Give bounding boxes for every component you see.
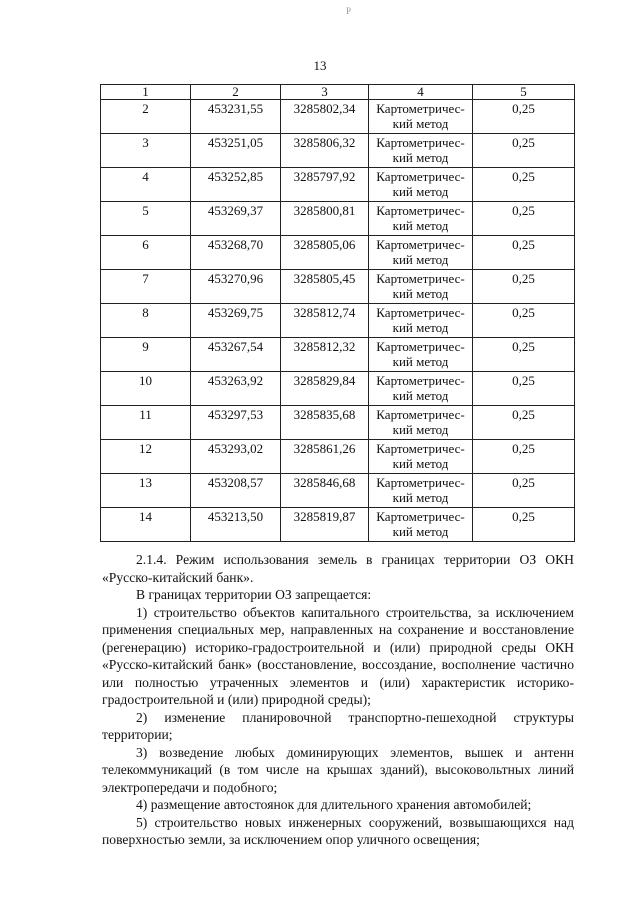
table-cell: 453252,85	[191, 168, 281, 202]
column-header: 1	[101, 85, 191, 100]
table-cell: Картометричес-кий метод	[369, 134, 473, 168]
table-cell: 453268,70	[191, 236, 281, 270]
table-cell: 453251,05	[191, 134, 281, 168]
table-cell: 3285835,68	[281, 406, 369, 440]
table-cell: 11	[101, 406, 191, 440]
table-cell: 3285812,74	[281, 304, 369, 338]
table-row	[101, 406, 575, 440]
table-cell: Картометричес-кий метод	[369, 100, 473, 134]
table-row	[101, 270, 575, 304]
table-cell: 10	[101, 372, 191, 406]
table-cell: 8	[101, 304, 191, 338]
table-row	[101, 236, 575, 270]
paragraph: 2) изменение планировочной транспортно-пешеходной структуры территории;	[102, 709, 574, 742]
table-cell: 453213,50	[191, 508, 281, 542]
table-cell: 9	[101, 338, 191, 372]
table-cell: 3285861,26	[281, 440, 369, 474]
table-cell: 3285805,45	[281, 270, 369, 304]
table-cell: 3285812,32	[281, 338, 369, 372]
table-cell: 0,25	[473, 372, 575, 406]
paragraph: 2.1.4. Режим использования земель в границах территории ОЗ ОКН «Русско-китайский банк».	[102, 552, 574, 585]
table-row	[101, 304, 575, 338]
table-row	[101, 372, 575, 406]
table-cell: 3285805,06	[281, 236, 369, 270]
table-cell: 453263,92	[191, 372, 281, 406]
table-cell: 453293,02	[191, 440, 281, 474]
table-cell: 0,25	[473, 508, 575, 542]
table-cell: 4	[101, 168, 191, 202]
column-header: 3	[281, 85, 369, 100]
table-cell: 0,25	[473, 406, 575, 440]
table-row	[101, 440, 575, 474]
table-cell: 0,25	[473, 304, 575, 338]
table-cell: 3285846,68	[281, 474, 369, 508]
table-cell: 6	[101, 236, 191, 270]
table-cell: 7	[101, 270, 191, 304]
coordinates-table	[100, 84, 575, 542]
table-cell: Картометричес-кий метод	[369, 508, 473, 542]
column-header: 4	[369, 85, 473, 100]
table-cell: Картометричес-кий метод	[369, 202, 473, 236]
table-cell: 3285800,81	[281, 202, 369, 236]
table-cell: 14	[101, 508, 191, 542]
table-cell: Картометричес-кий метод	[369, 270, 473, 304]
table-cell: 453269,37	[191, 202, 281, 236]
table-cell: 0,25	[473, 338, 575, 372]
table-cell: Картометричес-кий метод	[369, 168, 473, 202]
table-cell: Картометричес-кий метод	[369, 338, 473, 372]
table-row	[101, 508, 575, 542]
table-cell: 453269,75	[191, 304, 281, 338]
table-cell: 0,25	[473, 236, 575, 270]
table-cell: 0,25	[473, 100, 575, 134]
table-row	[101, 202, 575, 236]
paragraph: В границах территории ОЗ запрещается:	[136, 587, 372, 602]
paragraph: 1) строительство объектов капитального строительства, за исключением применения специальных мер, направленных на сохранение и восстановление (регенерацию) историко-градостроительной и (или) природной среды ОКН «Русско-китайский банк» (восстановление, воссоздание, восполнение частично или полностью утраченных элементов и (или) характеристик историко-градостроительной и (или) природной среды);	[102, 604, 574, 707]
table-cell: 0,25	[473, 202, 575, 236]
table-row	[101, 474, 575, 508]
table-cell: 3285802,34	[281, 100, 369, 134]
column-header: 5	[473, 85, 575, 100]
table-cell: 2	[101, 100, 191, 134]
paragraph: 5) строительство новых инженерных сооружений, возвышающихся над поверхностью земли, за исключением опор уличного освещения;	[102, 814, 574, 847]
table-cell: 0,25	[473, 474, 575, 508]
column-header: 2	[191, 85, 281, 100]
regulation-text	[102, 551, 574, 849]
table-cell: 0,25	[473, 440, 575, 474]
table-row	[101, 100, 575, 134]
scan-mark: Р	[346, 6, 352, 16]
table-cell: 12	[101, 440, 191, 474]
table-cell: 3285819,87	[281, 508, 369, 542]
table-cell: 3285829,84	[281, 372, 369, 406]
table-cell: 0,25	[473, 134, 575, 168]
table-cell: Картометричес-кий метод	[369, 406, 473, 440]
table-row	[101, 134, 575, 168]
table-cell: 453297,53	[191, 406, 281, 440]
table-body	[101, 100, 575, 542]
table-cell: 453208,57	[191, 474, 281, 508]
table-cell: 453270,96	[191, 270, 281, 304]
table-cell: 13	[101, 474, 191, 508]
table-cell: 453231,55	[191, 100, 281, 134]
paragraph: 3) возведение любых доминирующих элементов, вышек и антенн телекоммуникаций (в том числе на крышах зданий), высоковольтных линий электропередачи и подобного;	[102, 744, 574, 795]
page-number: 13	[313, 58, 327, 73]
table-row	[101, 168, 575, 202]
table-cell: 3285806,32	[281, 134, 369, 168]
paragraph: 4) размещение автостоянок для длительного хранения автомобилей;	[136, 797, 532, 812]
table-cell: Картометричес-кий метод	[369, 236, 473, 270]
table-cell: Картометричес-кий метод	[369, 440, 473, 474]
table-cell: 0,25	[473, 270, 575, 304]
table-cell: 3	[101, 134, 191, 168]
table-cell: 3285797,92	[281, 168, 369, 202]
table-cell: Картометричес-кий метод	[369, 474, 473, 508]
table-cell: 453267,54	[191, 338, 281, 372]
table-cell: 5	[101, 202, 191, 236]
table-cell: Картометричес-кий метод	[369, 304, 473, 338]
table-cell: Картометричес-кий метод	[369, 372, 473, 406]
table-row	[101, 338, 575, 372]
table-cell: 0,25	[473, 168, 575, 202]
table-header-row	[101, 85, 575, 100]
